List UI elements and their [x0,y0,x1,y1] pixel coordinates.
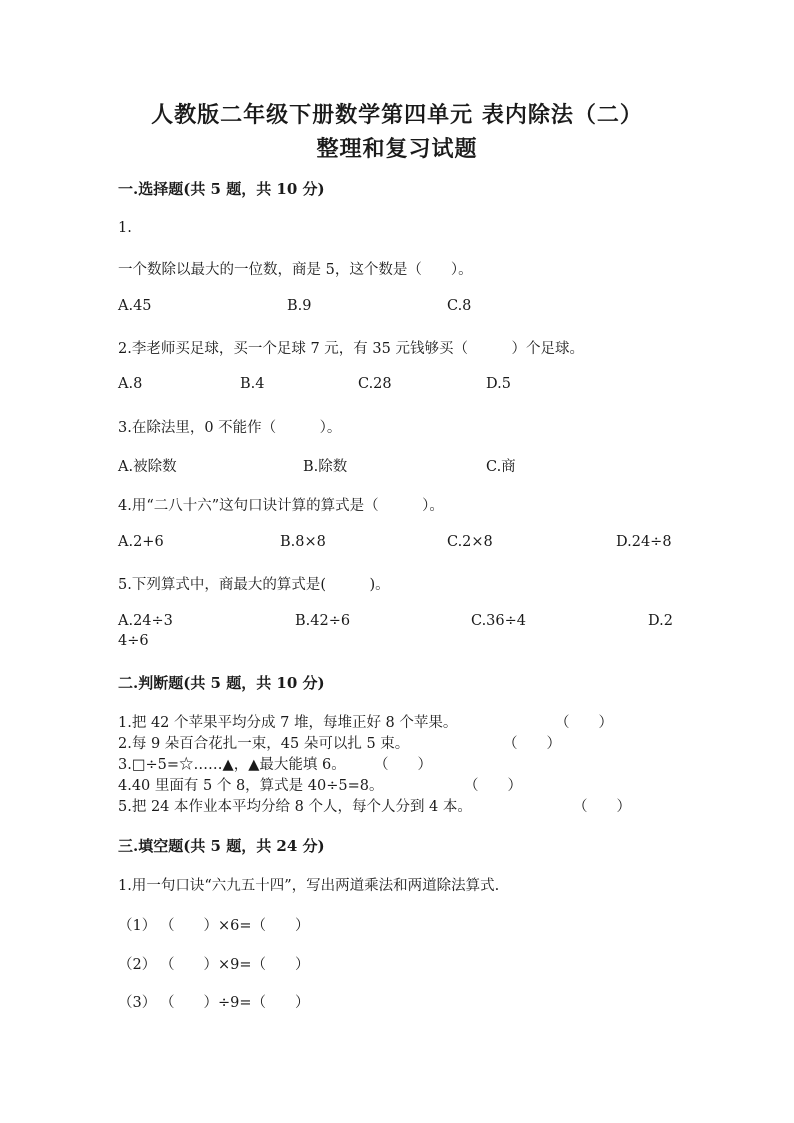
question-1-number: 1. [118,220,132,236]
fill-item-1-expr: （ ）×6=（ ） [160,918,310,934]
fill-item-1-label: （1） [118,918,157,934]
question-5-option-a: A.24÷3 [118,613,173,629]
question-5-option-d-wrap: 4÷6 [118,633,149,649]
question-2-option-c: C.28 [358,376,392,392]
judge-item-5-paren: （ ） [573,799,631,815]
question-5-option-d: D.2 [648,613,673,629]
question-3-option-a: A.被除数 [118,459,177,475]
question-5-option-b: B.42÷6 [295,613,351,629]
section-heading-choice: 一.选择题(共 5 题，共 10 分) [118,180,325,198]
question-4-stem: 4.用“二八十六”这句口诀计算的算式是（ ）。 [118,498,444,514]
question-4-option-a: A.2+6 [118,534,164,550]
judge-item-4: 4.40 里面有 5 个 8，算式是 40÷5=8。 [118,778,384,794]
question-5-stem: 5.下列算式中，商最大的算式是( )。 [118,577,390,593]
judge-item-2-paren: （ ） [503,736,561,752]
question-1-option-b: B.9 [287,298,312,314]
question-3-option-b: B.除数 [303,459,348,475]
judge-item-2: 2.每 9 朵百合花扎一束，45 朵可以扎 5 束。 [118,736,410,752]
fill-item-2-label: （2） [118,957,157,973]
question-5-option-c: C.36÷4 [471,613,527,629]
question-3-stem: 3.在除法里，0 不能作（ ）。 [118,420,342,436]
section-heading-fill: 三.填空题(共 5 题，共 24 分) [118,837,325,855]
question-2-option-a: A.8 [118,376,143,392]
fill-item-2-expr: （ ）×9=（ ） [160,957,310,973]
question-2-stem: 2.李老师买足球，买一个足球 7 元，有 35 元钱够买（ ）个足球。 [118,341,584,357]
question-2-option-d: D.5 [486,376,511,392]
judge-item-1: 1.把 42 个苹果平均分成 7 堆，每堆正好 8 个苹果。 [118,715,458,731]
question-2-option-b: B.4 [240,376,265,392]
judge-item-1-paren: （ ） [555,715,613,731]
fill-item-3-label: （3） [118,995,157,1011]
fill-question-1-stem: 1.用一句口诀“六九五十四”，写出两道乘法和两道除法算式. [118,878,500,894]
judge-item-3: 3.□÷5=☆……▲，▲最大能填 6。 [118,757,346,773]
page-title: 人教版二年级下册数学第四单元 表内除法（二） [151,102,643,128]
question-3-option-c: C.商 [486,459,516,475]
question-1-stem: 一个数除以最大的一位数，商是 5，这个数是（ ）。 [118,262,473,278]
judge-item-3-paren: （ ） [374,757,432,773]
page-subtitle: 整理和复习试题 [316,136,478,162]
question-1-option-c: C.8 [447,298,472,314]
judge-item-5: 5.把 24 本作业本平均分给 8 个人，每个人分到 4 本。 [118,799,472,815]
section-heading-judge: 二.判断题(共 5 题，共 10 分) [118,674,325,692]
question-4-option-c: C.2×8 [447,534,493,550]
fill-item-3-expr: （ ）÷9=（ ） [160,995,310,1011]
question-4-option-b: B.8×8 [280,534,326,550]
judge-item-4-paren: （ ） [464,778,522,794]
question-4-option-d: D.24÷8 [616,534,672,550]
question-1-option-a: A.45 [118,298,152,314]
